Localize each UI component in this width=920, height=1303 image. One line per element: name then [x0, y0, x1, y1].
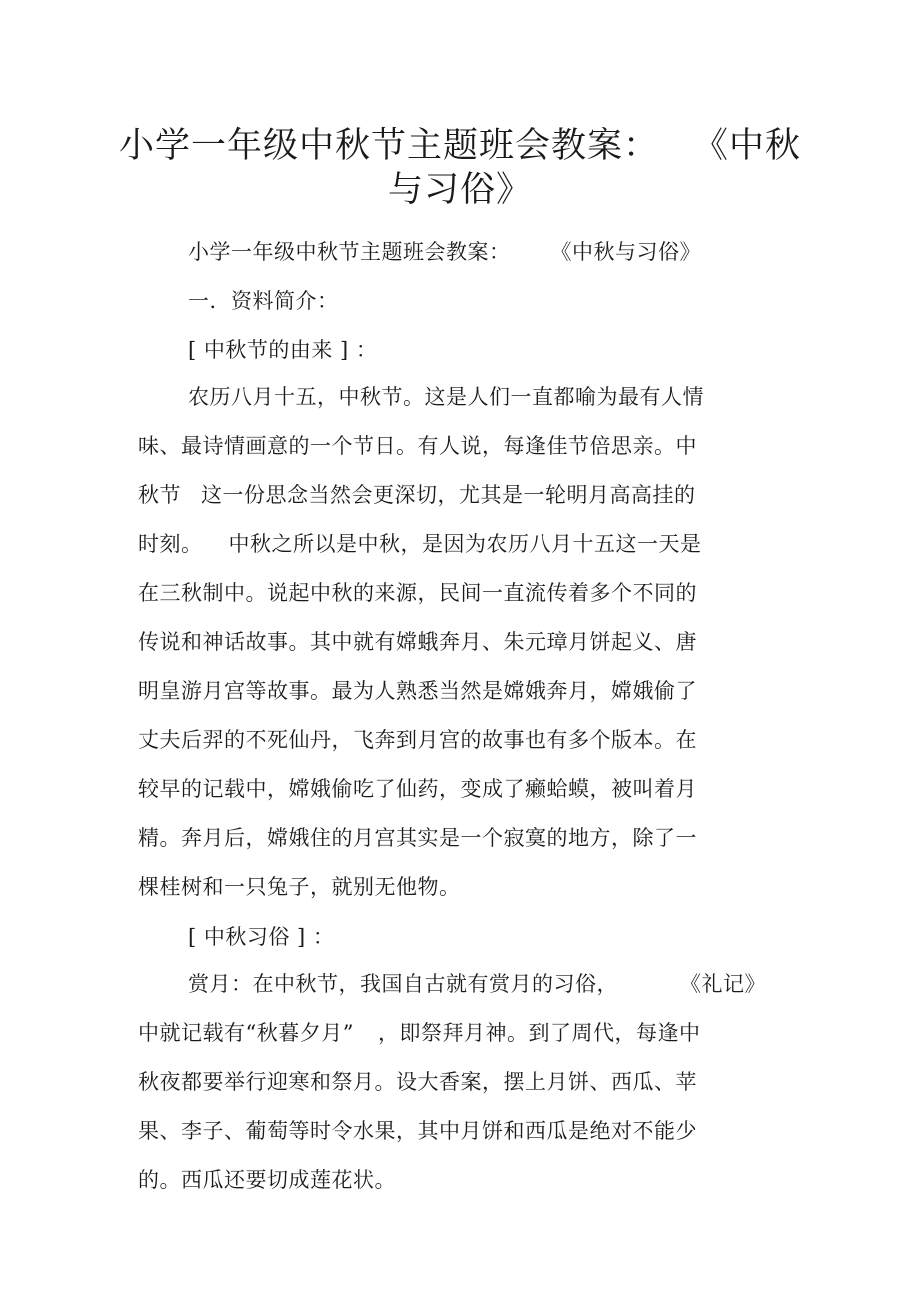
subtitle-part-1: 小学一年级中秋节主题班会教案：: [188, 240, 511, 264]
paragraph-line: 农历八月十五，中秋节。这是人们一直都喻为最有人情: [188, 385, 704, 409]
paragraph-line: 果、李子、葡萄等时令水果，其中月饼和西瓜是绝对不能少: [138, 1119, 697, 1143]
paragraph-fragment: 时刻。: [138, 532, 203, 556]
paragraph-line: 较早的记载中，嫦娥偷吃了仙药，变成了癞蛤蟆，被叫着月: [138, 777, 697, 801]
paragraph-line: 棵桂树和一只兔子，就别无他物。: [138, 875, 461, 899]
document-subtitle: [188, 238, 701, 266]
subheading-customs: [ 中秋习俗 ] ：: [188, 925, 335, 949]
document-title-line-2: 与习俗》: [387, 170, 532, 210]
paragraph-line: 明皇游月宫等故事。最为人熟悉当然是嫦娥奔月，嫦娥偷了: [138, 679, 697, 703]
subtitle-part-2: 《中秋与习俗》: [550, 240, 701, 264]
paragraph-fragment: 这一份思念当然会更深切，尤其是一轮明月高高挂的: [201, 483, 696, 507]
paragraph-line: 精。奔月后，嫦娥住的月宫其实是一个寂寞的地方，除了一: [138, 826, 697, 850]
paragraph-line: [138, 530, 702, 558]
paragraph-line: 的。西瓜还要切成莲花状。: [138, 1168, 396, 1192]
section-heading-introduction: 一．资料简介：: [188, 289, 339, 313]
paragraph-line: [138, 481, 696, 509]
paragraph-line: [188, 970, 766, 998]
paragraph-line: 丈夫后羿的不死仙丹，飞奔到月宫的故事也有多个版本。在: [138, 728, 697, 752]
paragraph-fragment: 《礼记》: [680, 972, 766, 996]
paragraph-line: 在三秋制中。说起中秋的来源，民间一直流传着多个不同的: [138, 581, 697, 605]
title-part-2: 《中秋: [693, 126, 802, 166]
paragraph-line: 味、最诗情画意的一个节日。有人说，每逢佳节倍思亲。中: [138, 434, 697, 458]
document-title-line-1: [0, 124, 920, 168]
title-part-1: 小学一年级中秋节主题班会教案：: [118, 126, 659, 166]
paragraph-line: [138, 1019, 700, 1047]
paragraph-fragment: ，即祭拜月神。到了周代，每逢中: [377, 1021, 701, 1045]
paragraph-fragment: 中秋之所以是中秋，是因为农历八月十五这一天是: [228, 532, 702, 556]
subheading-origin: [ 中秋节的由来 ] ：: [188, 338, 378, 362]
paragraph-fragment: 中就记载有“秋暮夕月”: [138, 1021, 354, 1045]
paragraph-line: 秋夜都要举行迎寒和祭月。设大香案，摆上月饼、西瓜、苹: [138, 1070, 697, 1094]
paragraph-fragment: 秋节: [138, 483, 181, 507]
paragraph-line: 传说和神话故事。其中就有嫦蛾奔月、朱元璋月饼起义、唐: [138, 630, 697, 654]
paragraph-fragment: 赏月：在中秋节，我国自古就有赏月的习俗，: [188, 972, 618, 996]
